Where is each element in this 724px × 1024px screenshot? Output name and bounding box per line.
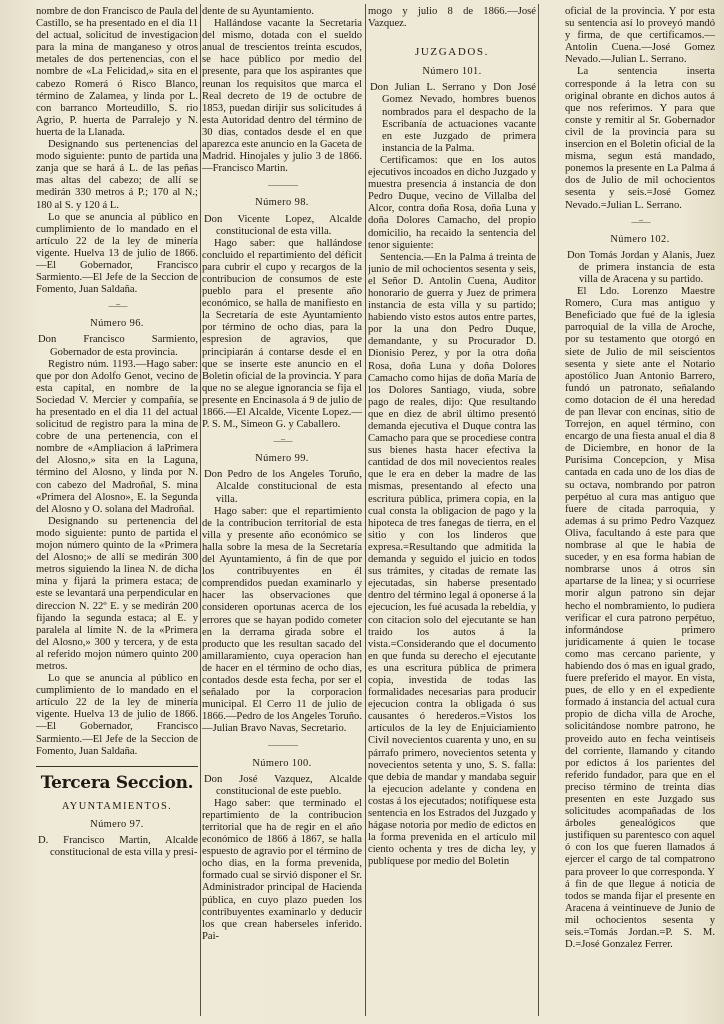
paragraph: Don José Vazquez, Alcalde constitucional de este pueblo.: [204, 773, 362, 797]
subsection-title: JUZGADOS.: [415, 46, 489, 59]
paragraph: La sentencia inserta corresponde á la letra con su original obrante en dichos autos á que nos referimos. Y para que conste y remitir al Sr. Gobernador civil de la provincia para su insercion en el Boletin oficial de la misma, segun está mandado, ponemos la presente en La Palma á dos de Julio de mil ochocientos sesenta y seis.=José Gomez Nevado.=Julian L. Serrano.: [565, 66, 715, 211]
paragraph: D. Francisco Martin, Alcalde constitucional de esta villa y presi-: [38, 834, 198, 858]
paragraph: Sentencia.—En la Palma á treinta de junio de mil ochocientos sesenta y seis, el Señor D. Antolin Cuena, Auditor honorario de guerra y Juez de primera instancia de esta villa y su partido; habiendo visto estos autos entre partes, por la una don Pedro Duque, demandante, y su Procurador D. Dionisio Perez, y por la otra doña Rosa, doña Luna y doña Dolores Camacho como hijas de doña María de los Dolores Santiago, viuda, sobre pago de reales, dijo: Que resultando que en diez de abril último presentó demanda ejecutiva el Duque contra las Camacho para que se procediese contra sus bienes hasta hacer efectiva la cantidad de dos mil novecientos reales que le era en deber la madre de las mismas, presentando al efecto una escritura pública, primera copia, en la cual consta la obligacion de pago y la hipoteca de tres fanegas de tierra, en el sitio y con los linderos que expresa.=Resultando que admitida la demanda y seguido el juicio en todos sus trámites, y citadas de remate las ejecutadas, sin haberse presentado dentro del término legal á oponerse á la ejecucion, les fué acusada la rebeldía, y con citacion solo del ejecutante se han traido los autos á la vista.=Considerando que el documento en que funda su derecho el ejecutante es una escritura pública de primera copia, investida de todas las formalidades necesarias para producir ejecucion contra la obligada ó sus causantes ó herederos.=Vistos los artículos de la ley de Enjuiciamiento Civil novecientos cuarenta y uno, en su párrafo primero, novecientos setenta y novecientos setenta y uno, S. S. falla: que debia de mandar y mandaba seguir la ejecucion adelante y condena en costas á los ejecutados; notifíquese esta sentencia en los Estrados del Juzgado y hágase notoria por medio de edictos en la forma prevenida en el artículo mil ciento ochenta y tres de dicha ley, y publíquese por medio del Boletin: [368, 251, 536, 868]
notice-number: Número 101.: [422, 66, 482, 78]
paragraph: mogo y julio 8 de 1866.—José Vazquez.: [368, 6, 536, 30]
paragraph: Lo que se anuncia al público en cumplimiento de lo mandado en el artículo 22 de la ley de minería vigente. Huelva 13 de julio de 1866.—El Gobernador, Francisco Sarmiento.—El Jefe de la Seccion de Fomento, Juan Saldaña.: [36, 211, 198, 296]
notice-number: Número 99.: [255, 453, 309, 465]
column-rule: [200, 4, 201, 1016]
notice-number: Número 102.: [610, 233, 670, 245]
column-2: [202, 6, 362, 1016]
separator: —=—: [108, 301, 126, 312]
section-title: Tercera Seccion.: [40, 772, 194, 793]
paragraph: Hago saber: que hallándose concluido el repartimiento del déficit para cubrir el cupo y recargos de la contribucion de consumos de este pueblo para el presente año económico, se halla de manifiesto en la Secretaría de este Ayuntamiento por término de ocho dias, para la espresion de agravios, que principiarán á contarse desde el en que se inserte este anuncio en el Boletin oficial de la provincia. Y para que no se alegue ignorancia se fija el presente en Encinasola á 9 de julio de 1866.—El Alcalde, Vicente Lopez.—P. S. M., Simeon G. y Caballero.: [202, 237, 362, 431]
divider: [36, 766, 198, 767]
column-rule: [365, 4, 366, 1016]
paragraph: Don Pedro de los Angeles Toruño, Alcalde constitucional de esta villa.: [204, 469, 362, 505]
paragraph: Lo que se anuncia al público en cumplimiento de lo mandado en el artículo 22 de la ley de minería vigente. Huelva 13 de julio de 1866.—El Gobernador, Francisco Sarmiento.—El Jefe de la Seccion de Fomento, Juan Saldaña.: [36, 673, 198, 757]
column-4: [565, 6, 715, 1016]
paragraph: Don Julian L. Serrano y Don José Gomez Nevado, hombres buenos nombrados para el despacho de la Escribanía de actuaciones vacante en este Juzgado de primera instancia de la Palma.: [370, 82, 536, 154]
paragraph: Certificamos: que en los autos ejecutivos incoados en dicho Juzgado y muestra presencia á instancia de don Pedro Duque, vecino de Villalba del Alcor, contra doña Rosa, doña Luna y doña Dolores Camacho, del propio domicilio, ha recaido la sentencia del tenor siguiente:: [368, 154, 536, 251]
notice-number: Número 97.: [90, 818, 144, 830]
notice-number: Número 100.: [252, 757, 312, 769]
paragraph: oficial de la provincia. Y por esta su sentencia así lo proveyó mandó y firma, de que certificamos.—Antolin Cuena.—José Gomez Nevado.—Julian L. Serrano.: [565, 6, 715, 66]
subsection-title: AYUNTAMIENTOS.: [61, 800, 173, 812]
paragraph: Hago saber: que el repartimiento de la contribucion territorial de esta villa y presente año económico se halla sobre la mesa de la Secretaría del Ayuntamiento, á fin de que por los contribuyentes en él comprendidos puedan examinarlo y hacer las observaciones que consideren oportunas acerca de los errores que se hayan podido cometer en la derrama girada sobre el producto que les resultan sacado del amillaramiento, cuya operacion han de hacer en el término de ocho dias, contados desde esta fecha, por ser el señalado por la corporacion municipal. El Cerro 11 de julio de 1866.—Pedro de los Angeles Toruño.—Julian Bravo Navas, Secretario.: [202, 505, 362, 735]
separator: ————: [268, 180, 296, 191]
paragraph: Designando sus pertenencias del modo siguiente: punto de partida una zanja que se hará á L. de las peñas mas altas del cabezo; de allí se medirán 330 metros á P.; 170 al N.; 180 al S. y 120 á L.: [36, 139, 198, 211]
separator: ————: [268, 740, 296, 751]
notice-number: Número 96.: [90, 318, 144, 330]
column-rule: [538, 4, 539, 1016]
paragraph: dente de su Ayuntamiento.: [202, 6, 315, 17]
separator: —=—: [273, 436, 291, 447]
paragraph: Hago saber: que terminado el repartimiento de la contribucion territorial que ha de regir en el año económico de 1866 á 1867, se halla espuesto de agravio por el término de ocho dias, en la forma prevenida, formado cual se sirvió disponer el Sr. Administrador principal de Hacienda pública, en cuyo plazo pueden los contribuyentes examinarlo y deducir los que crean haberseles inferido. Pai-: [202, 797, 362, 942]
paragraph: nombre de don Francisco de Paula del Castillo, se ha presentado en el dia 11 del actual, solicitud de investigacion para la mina de manganeso y otros metales de dos pertenencias, con el nombre de «La Felicidad,» sita en el cabezo Romerá ó Risco Blanco, término de Zalamea, y linda por L. con barranco Morteudillo, S. rio Agrio, P. huerta de Parralejo y N. huerta de la Llanada.: [36, 6, 198, 138]
paragraph: Don Tomás Jordan y Alanis, Juez de primera instancia de esta villa de Aracena y su partido.: [567, 249, 715, 285]
paragraph: Don Vicente Lopez, Alcalde constitucional de esta villa.: [204, 213, 362, 237]
paragraph: Hallándose vacante la Secretaria del mismo, dotada con el sueldo anual de trescientos treinta escudos, se hace público por medio del presente, para que los aspirantes que reunan los requisitos que marca el Real decreto de 19 de octubre de 1853, puedan dirijir sus solicitudes á esta Autoridad dentro del término de 30 dias, contados desde el en que aparezca este anuncio en la Gaceta de Madrid. Hinojales y julio 3 de 1866.—Francisco Martin.: [202, 18, 362, 175]
column-1: [36, 6, 198, 1016]
separator: —=—: [631, 216, 649, 227]
paragraph: El Ldo. Lorenzo Maestre Romero, Cura mas antiguo y Beneficiado que fué de la iglesia parroquial de la villa de Aroche, por su testamento que otorgó en siete de Julio de mil seiscientos sesenta y siete ante el Notario apostólico Juan Antonio Barrero, fundó un patronato, señalando como dotacion de él una heredad de pan llevar con encinas, sitio de Torrejon, en aquel término, con encargo de una fiesta anual el dia 8 de Diciembre, en honor de la Purísima Concepcion, y Misa cantada en cada uno de los dias de su octava, nombrando por patron perpétuo al cura mas antiguo que fuere de citada parroquia, y ademas á su primo Pedro Vazquez Oliva, facultando á este para que nombrase al que le habia de suceder, y en esa forma habian de nombrarse unos á otros sin apartarse de la linea; y si ocurriese morir algun patrono sin dejar hecho el nombramiento, lo pudiera verificar el cura patrono perpétuo, informándose primero juridicamente á quien le tocase como mas cercano pariente, y habiendo dos ó mas en igual grado, fuere preferido el mayor. En vista, pues, de ello y en el expediente formado á instancia del actual cura propio de dicha villa de Aroche, solicitándose nombre patrono, he proveido auto en fecha veintiseis del corriente, llamando y citando por edictos á los parientes del referido fundador, para que en el preciso término de treinta dias presenten en este Juzgado sus solicitudes acompañadas de los árboles genealógicos que justifiquen su parentesco con aquel ó con los que fueren llamados á ejercer el cargo de tal compatrono para proveer lo que corresponda. Y á fin de que llegue á noticia de todos se manda fijar el presente en Aracena á veintinueve de Junio de mil ochocientos sesenta y seis.=Tomás Jordan.=P. S. M. D.=José Gonzalez Ferrer.: [565, 286, 715, 951]
paragraph: Registro núm. 1193.—Hago saber: que por don Adolfo Genot, vecino de esta capital, en nombre de la Sociedad V. Mercier y compañía, se ha presentado en el dia 11 del actual solicitud de registro para la mina de cobre de una pertenencia, con el nombre de «Ampliacion á laPrimera del Alosno,» sita en la Laguna, término del Alosno, y linda por N. con cabezo del Madroñal, S. mina «Primera del Alosno», E. la Segunda del Alosno y O. solana del Madroñal.: [36, 358, 198, 515]
paragraph: Designando su pertenencia del modo siguiente: punto de partida el mojon número quinto de la «Primera del Alosno;» de allí se medirán 300 metros siguiendo la linea N. de dicha mina y fijará la primera estaca; de este se levantará una perpendicular en direccion N. 22º E. y se medirán 200 fijando la segunda estaca; al E. y paralela al límite N. de la «Primera del Alosno,» 300 y tercera, y de esta al referido mojon número quinto 200 metros.: [36, 515, 198, 672]
paragraph: Don Francisco Sarmiento, Gobernador de esta provincia.: [38, 334, 198, 358]
notice-number: Número 98.: [255, 197, 309, 209]
column-3: [368, 6, 536, 1016]
